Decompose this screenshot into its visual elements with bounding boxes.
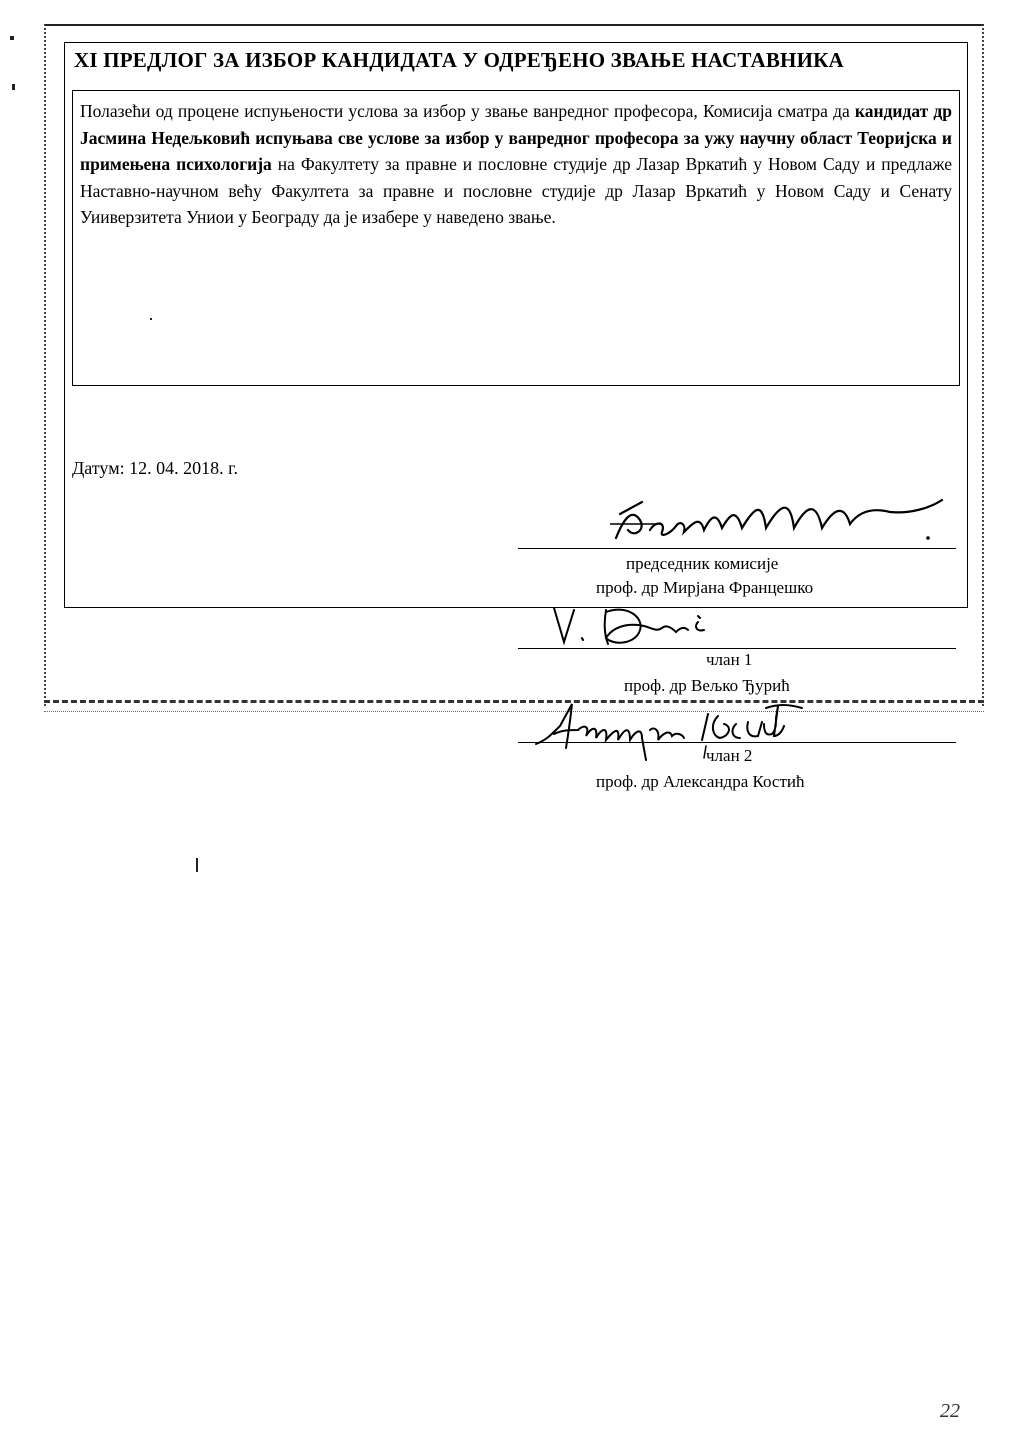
- chair-signature-line: [518, 548, 956, 549]
- section-title: XI ПРЕДЛОГ ЗА ИЗБОР КАНДИДАТА У ОДРЕЂЕНО ЗВАЊЕ НАСТАВНИКА: [74, 48, 844, 72]
- paragraph-bold: кандидат др Јасмина Недељковић испуњава све услове за избор у ванредног професора за ужу научну област Теоријска и примењена психологија: [80, 101, 952, 174]
- paragraph-intro: Полазећи од процене испуњености услова за избор у звање ванредног професора, Комисија сматра да: [80, 101, 855, 121]
- paragraph-rest: на Факултету за правне и пословне студије др Лазар Вркатић у Новом Саду и предлаже Наставно-научном већу Факултета за правне и пословне студије др Лазар Вркатић у Новом Саду и Сенату Уииверзитета Униои у Београду да је изабере у наведено звање.: [80, 154, 952, 227]
- date: Датум: 12. 04. 2018. г.: [72, 458, 238, 478]
- scan-speck: [12, 84, 15, 90]
- scan-speck: [196, 858, 198, 872]
- scan-speck: [150, 318, 152, 320]
- chair-signature: [590, 494, 960, 550]
- member2-role: члан 2: [706, 746, 753, 765]
- member1-signature-line: [518, 648, 956, 649]
- member1-role: члан 1: [706, 650, 753, 669]
- member2-name: проф. др Александра Костић: [596, 772, 805, 791]
- page-number: 22: [940, 1400, 960, 1422]
- chair-name: проф. др Мирјана Францешко: [596, 578, 814, 597]
- member1-name: проф. др Вељко Ђурић: [624, 676, 790, 695]
- member2-signature-line: [518, 742, 956, 743]
- proposal-paragraph: [80, 98, 952, 231]
- chair-role: председник комисије: [626, 554, 779, 573]
- scan-speck: [10, 36, 14, 40]
- member1-signature: [548, 592, 758, 654]
